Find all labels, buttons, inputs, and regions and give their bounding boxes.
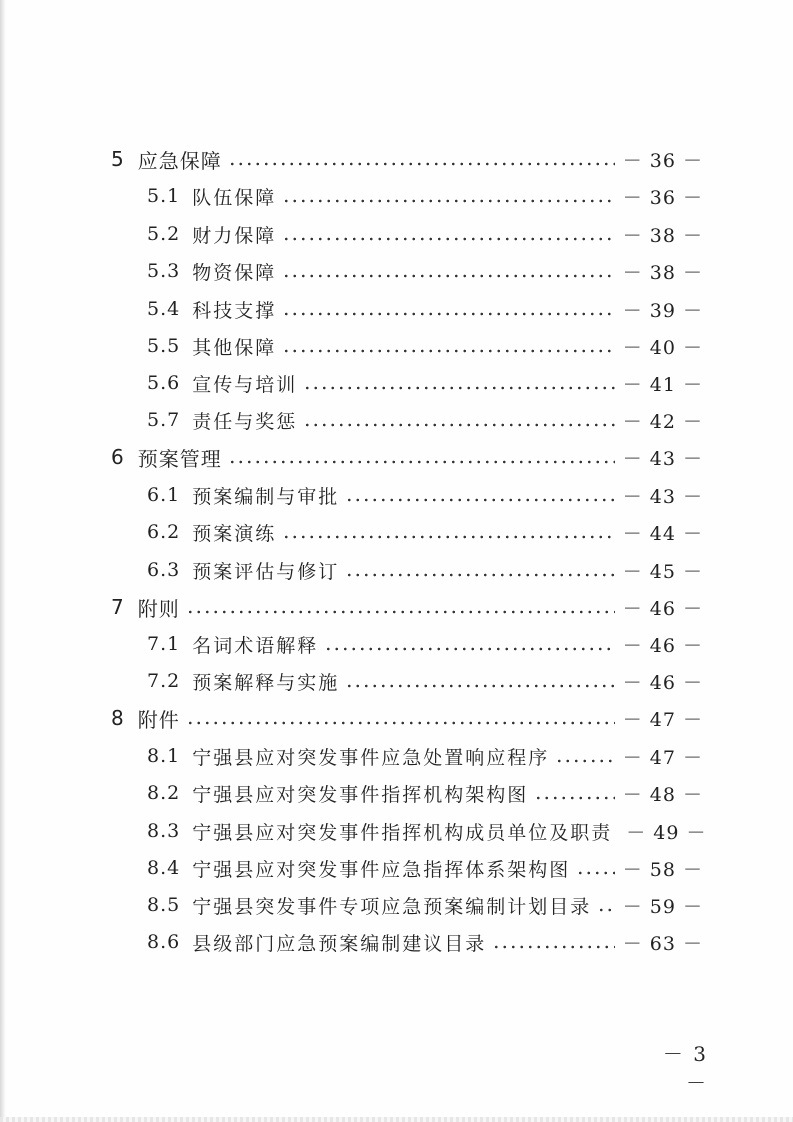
- toc-entry-page: － 40 －: [622, 336, 703, 359]
- toc-dot-leader: [345, 573, 615, 577]
- toc-section-entry[interactable]: [147, 480, 703, 510]
- toc-entry-title: 物资保障: [192, 261, 277, 284]
- toc-entry-number: 8.4: [147, 857, 181, 879]
- toc-entry-number: 5: [111, 147, 124, 171]
- toc-entry-number: 6: [111, 445, 124, 469]
- toc-section-entry[interactable]: [147, 927, 703, 957]
- toc-dot-leader: [228, 460, 615, 464]
- toc-section-entry[interactable]: [147, 405, 703, 435]
- toc-dot-leader: [597, 908, 615, 912]
- toc-entry-title: 预案编制与审批: [192, 485, 340, 508]
- toc-dot-leader: [303, 386, 615, 390]
- toc-entry-title: 应急保障: [137, 148, 222, 173]
- toc-entry-title: 预案管理: [137, 446, 222, 471]
- toc-dot-leader: [324, 647, 615, 651]
- toc-entry-number: 7.2: [147, 670, 181, 692]
- toc-entry-number: 7: [111, 595, 124, 619]
- toc-entry-number: 6.3: [147, 559, 181, 581]
- toc-entry-title: 预案演练: [192, 522, 277, 545]
- toc-entry-title: 宁强县应对突发事件应急指挥体系架构图: [192, 858, 571, 881]
- toc-dot-leader: [282, 274, 615, 278]
- toc-entry-title: 宁强县突发事件专项应急预案编制计划目录: [192, 895, 592, 918]
- toc-entry-page: － 38 －: [622, 261, 703, 284]
- toc-section-entry[interactable]: [147, 666, 703, 696]
- toc-entry-page: － 36 －: [622, 186, 703, 209]
- toc-entry-number: 5.3: [147, 260, 181, 282]
- toc-entry-page: － 38 －: [622, 224, 703, 247]
- toc-entry-number: 5.7: [147, 409, 181, 431]
- toc-entry-title: 队伍保障: [192, 186, 277, 209]
- toc-entry-page: － 48 －: [622, 783, 703, 806]
- toc-section-entry[interactable]: [147, 629, 703, 659]
- toc-entry-number: 8.3: [147, 820, 181, 842]
- toc-chapter-entry[interactable]: [111, 144, 703, 174]
- toc-entry-title: 财力保障: [192, 224, 277, 247]
- toc-entry-page: － 63 －: [622, 932, 703, 955]
- toc-dot-leader: [228, 162, 615, 166]
- toc-dot-leader: [282, 349, 615, 353]
- toc-entry-title: 预案解释与实施: [192, 671, 340, 694]
- toc-dot-leader: [492, 945, 615, 949]
- toc-entry-page: － 43 －: [622, 485, 703, 508]
- toc-entry-number: 5.4: [147, 298, 181, 320]
- toc-dot-leader: [282, 312, 615, 316]
- toc-entry-number: 5.6: [147, 372, 181, 394]
- toc-entry-number: 6.1: [147, 484, 181, 506]
- toc-section-entry[interactable]: [147, 890, 703, 920]
- toc-section-entry[interactable]: [147, 219, 703, 249]
- toc-dot-leader: [576, 871, 615, 875]
- toc-dot-leader: [303, 423, 615, 427]
- toc-section-entry[interactable]: [147, 368, 703, 398]
- toc-entry-number: 5.1: [147, 185, 181, 207]
- toc-section-entry[interactable]: [147, 778, 703, 808]
- toc-entry-page: － 47 －: [622, 708, 703, 731]
- toc-entry-number: 5.2: [147, 223, 181, 245]
- toc-dot-leader: [282, 535, 615, 539]
- toc-dot-leader: [282, 199, 615, 203]
- toc-chapter-entry[interactable]: [111, 592, 703, 622]
- toc-entry-title: 附则: [137, 596, 180, 621]
- toc-entry-title: 预案评估与修订: [192, 560, 340, 583]
- toc-chapter-entry[interactable]: [111, 442, 703, 472]
- toc-entry-title: 名词术语解释: [192, 634, 319, 657]
- toc-entry-page: － 44 －: [622, 522, 703, 545]
- toc-entry-title: 宁强县应对突发事件指挥机构成员单位及职责: [192, 821, 613, 844]
- toc-entry-page: － 46 －: [622, 671, 703, 694]
- toc-entry-number: 8.2: [147, 782, 181, 804]
- toc-dot-leader: [555, 759, 615, 763]
- toc-entry-page: － 39 －: [622, 299, 703, 322]
- toc-section-entry[interactable]: [147, 555, 703, 585]
- toc-entry-title: 宁强县应对突发事件应急处置响应程序: [192, 746, 550, 769]
- toc-entry-page: － 36 －: [622, 149, 703, 172]
- toc-entry-title: 科技支撑: [192, 299, 277, 322]
- toc-entry-number: 6.2: [147, 521, 181, 543]
- toc-entry-page: － 42 －: [622, 410, 703, 433]
- toc-entry-page: － 46 －: [622, 597, 703, 620]
- toc-entry-page: － 49 －: [626, 821, 707, 844]
- toc-entry-number: 5.5: [147, 335, 181, 357]
- toc-section-entry[interactable]: [147, 816, 707, 846]
- toc-section-entry[interactable]: [147, 517, 703, 547]
- toc-dot-leader: [345, 498, 615, 502]
- toc-section-entry[interactable]: [147, 181, 703, 211]
- toc-entry-number: 8: [111, 706, 124, 730]
- toc-entry-page: － 43 －: [622, 447, 703, 470]
- toc-entry-page: － 45 －: [622, 560, 703, 583]
- toc-entry-page: － 46 －: [622, 634, 703, 657]
- toc-dot-leader: [345, 684, 615, 688]
- toc-entry-number: 8.6: [147, 931, 181, 953]
- toc-entry-page: － 58 －: [622, 858, 703, 881]
- toc-entry-title: 附件: [137, 707, 180, 732]
- toc-section-entry[interactable]: [147, 294, 703, 324]
- toc-entry-page: － 41 －: [622, 373, 703, 396]
- toc-entry-page: － 59 －: [622, 895, 703, 918]
- page-number: － 3 －: [662, 1042, 708, 1095]
- toc-entry-title: 宣传与培训: [192, 373, 298, 396]
- toc-entry-title: 责任与奖惩: [192, 410, 298, 433]
- toc-dot-leader: [282, 237, 615, 241]
- toc-dot-leader: [186, 610, 615, 614]
- toc-entry-number: 7.1: [147, 633, 181, 655]
- toc-section-entry[interactable]: [147, 741, 703, 771]
- toc-entry-title: 县级部门应急预案编制建议目录: [192, 932, 487, 955]
- toc-section-entry[interactable]: [147, 256, 703, 286]
- toc-entry-number: 8.5: [147, 894, 181, 916]
- toc-entry-page: － 47 －: [622, 746, 703, 769]
- toc-entry-title: 其他保障: [192, 336, 277, 359]
- toc-chapter-entry[interactable]: [111, 703, 703, 733]
- toc-entry-number: 8.1: [147, 745, 181, 767]
- toc-dot-leader: [186, 721, 615, 725]
- toc-entry-title: 宁强县应对突发事件指挥机构架构图: [192, 783, 529, 806]
- toc-section-entry[interactable]: [147, 331, 703, 361]
- toc-section-entry[interactable]: [147, 853, 703, 883]
- toc-dot-leader: [534, 796, 615, 800]
